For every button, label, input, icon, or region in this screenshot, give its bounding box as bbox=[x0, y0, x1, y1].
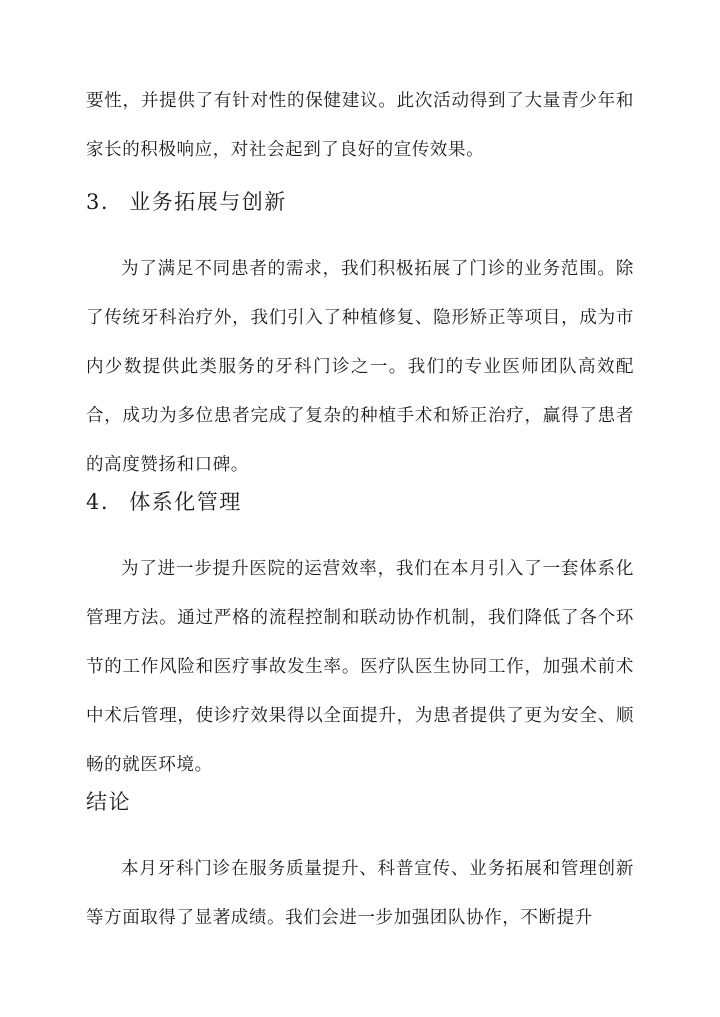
section-4-paragraph: 为了进一步提升医院的运营效率，我们在本月引入了一套体系化管理方法。通过严格的流程控制和联动协作机制，我们降低了各个环节的工作风险和医疗事故发生率。医疗队医生协同工作，加强术前术中术后管理，使诊疗效果得以全面提升，为患者提供了更为安全、顺畅的就医环境。 bbox=[86, 559, 634, 775]
conclusion-heading: 结论 bbox=[86, 790, 131, 814]
section-4-heading: 4. 体系化管理 bbox=[86, 490, 242, 514]
section-3-paragraph: 为了满足不同患者的需求，我们积极拓展了门诊的业务范围。除了传统牙科治疗外，我们引入了种植修复、隐形矫正等项目，成为市内少数提供此类服务的牙科门诊之一。我们的专业医师团队高效配合，成功为多位患者完成了复杂的种植手术和矫正治疗，赢得了患者的高度赞扬和口碑。 bbox=[86, 259, 634, 475]
conclusion-paragraph: 本月牙科门诊在服务质量提升、科普宣传、业务拓展和管理创新等方面取得了显著成绩。我们会进一步加强团队协作，不断提升 bbox=[86, 859, 634, 928]
section-3-heading: 3. 业务拓展与创新 bbox=[86, 190, 287, 214]
previous-section-tail-paragraph: 要性，并提供了有针对性的保健建议。此次活动得到了大量青少年和家长的积极响应，对社会起到了良好的宣传效果。 bbox=[86, 91, 634, 160]
